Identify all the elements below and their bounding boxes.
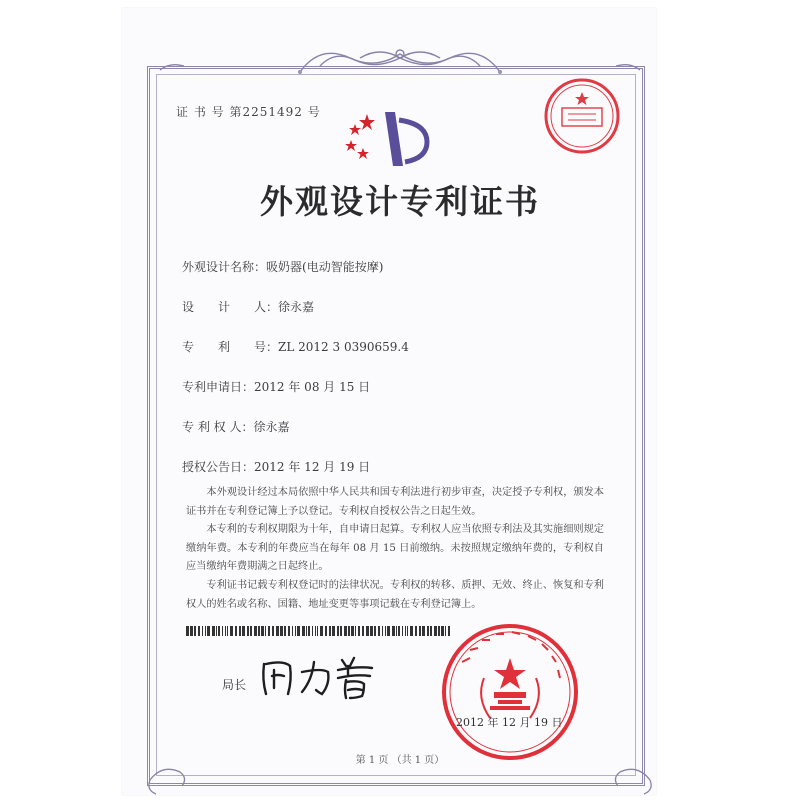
certificate-title: 外观设计专利证书 bbox=[260, 182, 540, 221]
field-value: 2012 年 08 月 15 日 bbox=[254, 380, 371, 394]
top-ornament-icon bbox=[0, 0, 800, 100]
field-label: 授权公告日： bbox=[182, 460, 255, 474]
field-patentee bbox=[182, 418, 289, 435]
field-value: 吸奶器(电动智能按摩) bbox=[266, 260, 384, 274]
field-value: ZL 2012 3 0390659.4 bbox=[278, 340, 409, 354]
body-paragraph: 专利证书记载专利权登记时的法律状况。专利权的转移、质押、无效、终止、恢复和专利权人的姓名或名称、国籍、地址变更等事项记载在专利登记簿上。 bbox=[186, 579, 604, 610]
field-designer bbox=[182, 298, 314, 315]
page-indicator: 第 1 页 （共 1 页） bbox=[355, 755, 445, 766]
field-value: 徐永嘉 bbox=[278, 300, 315, 314]
body-paragraph: 本专利的专利权期限为十年，自申请日起算。专利权人应当依照专利法及其实施细则规定缴纳年费。本专利的年费应当在每年 08 月 15 日前缴纳。未按照规定缴纳年费的，专利权自应当缴纳年费期满之日起终止。 bbox=[186, 524, 604, 573]
field-grant-date bbox=[182, 458, 370, 475]
field-design-name bbox=[182, 258, 383, 275]
field-value: 2012 年 12 月 19 日 bbox=[254, 460, 371, 474]
barcode-icon bbox=[186, 626, 454, 636]
field-patent-number bbox=[182, 338, 409, 355]
field-label: 外观设计名称： bbox=[182, 260, 267, 274]
field-value: 徐永嘉 bbox=[253, 420, 290, 434]
director-signature bbox=[258, 650, 388, 702]
seal-date: 2012 年 12 月 19 日 bbox=[456, 716, 563, 729]
field-label: 设 计 人： bbox=[182, 300, 279, 314]
certificate-number: 证 书 号 第2251492 号 bbox=[176, 105, 321, 119]
official-seal-icon bbox=[440, 622, 580, 762]
director-label: 局长 bbox=[222, 678, 247, 692]
field-label: 专 利 权 人： bbox=[182, 420, 254, 434]
field-label: 专利申请日： bbox=[182, 380, 255, 394]
bottom-ornament-icon bbox=[0, 740, 800, 800]
field-application-date bbox=[182, 378, 370, 395]
certificate-body bbox=[186, 484, 604, 614]
body-paragraph: 本外观设计经过本局依照中华人民共和国专利法进行初步审查，决定授予专利权，颁发本证书并在专利登记簿上予以登记。专利权自授权公告之日起生效。 bbox=[186, 487, 604, 517]
agency-seal-icon bbox=[540, 74, 624, 158]
field-label: 专 利 号： bbox=[182, 340, 279, 354]
patent-office-emblem-icon bbox=[343, 110, 438, 170]
